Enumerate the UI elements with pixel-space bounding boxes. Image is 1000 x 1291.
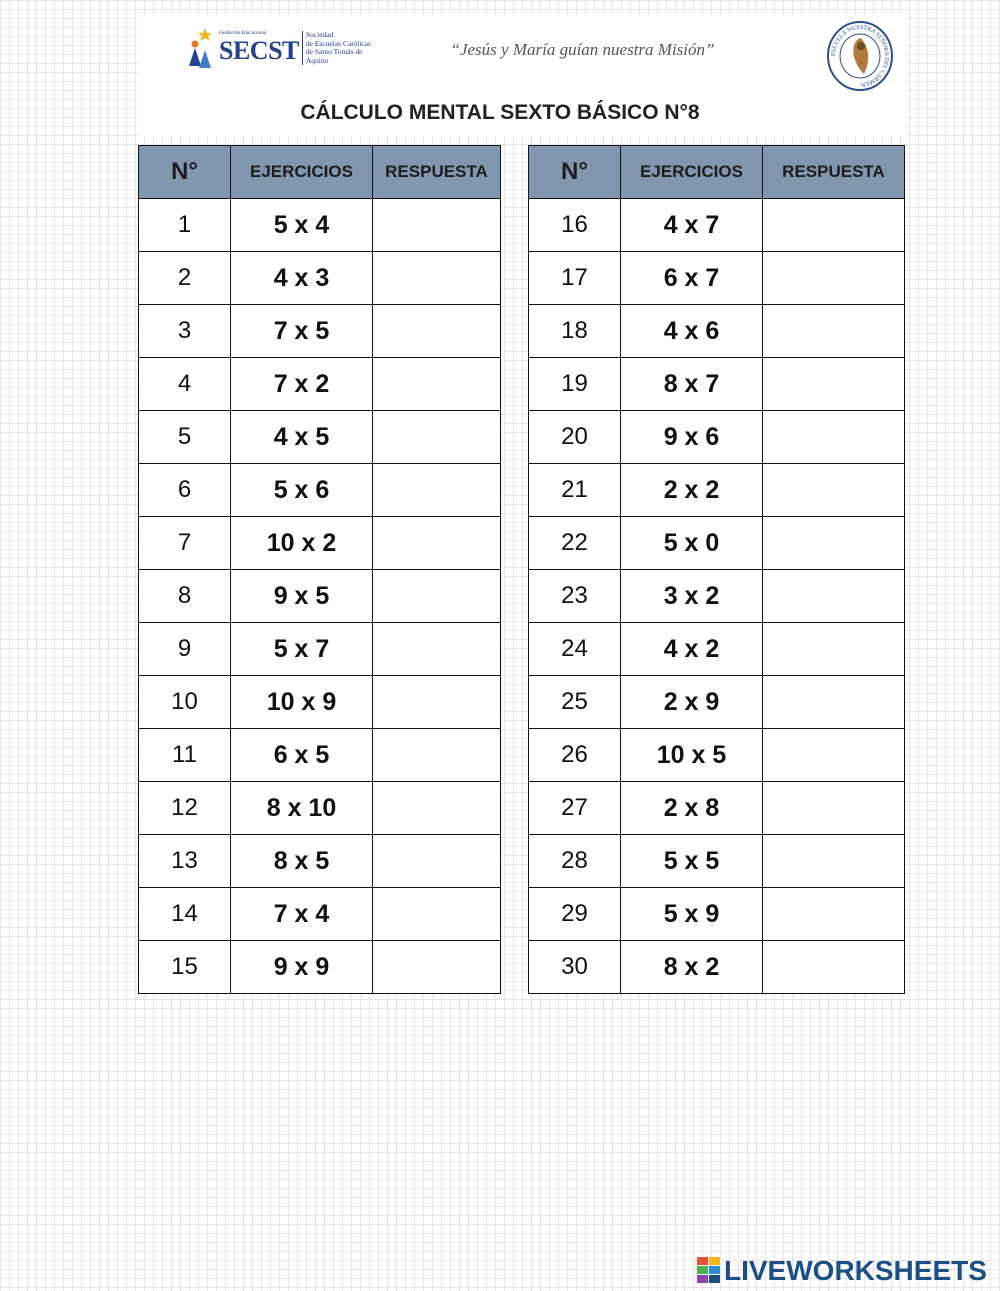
answer-input[interactable] <box>373 358 501 411</box>
answer-input[interactable] <box>763 517 905 570</box>
column-header-number: N° <box>139 146 231 199</box>
exercise-expression: 2 x 2 <box>621 464 763 517</box>
exercise-number: 6 <box>139 464 231 517</box>
table-row <box>529 517 905 570</box>
exercise-expression: 8 x 10 <box>231 782 373 835</box>
school-motto: “Jesús y María guían nuestra Misión” <box>450 40 715 59</box>
exercise-number: 8 <box>139 570 231 623</box>
table-row <box>139 199 501 252</box>
column-header-number: N° <box>529 146 621 199</box>
answer-input[interactable] <box>763 729 905 782</box>
exercise-number: 29 <box>529 888 621 941</box>
liveworksheets-logo-icon <box>697 1257 721 1285</box>
exercise-number: 27 <box>529 782 621 835</box>
exercise-expression: 2 x 8 <box>621 782 763 835</box>
logo-subtitle <box>302 31 385 65</box>
answer-input[interactable] <box>763 411 905 464</box>
table-row <box>529 252 905 305</box>
exercise-number: 13 <box>139 835 231 888</box>
exercise-expression: 7 x 2 <box>231 358 373 411</box>
exercise-expression: 8 x 5 <box>231 835 373 888</box>
table-row <box>139 835 501 888</box>
answer-input[interactable] <box>373 411 501 464</box>
table-row <box>529 941 905 994</box>
exercise-table-left <box>138 145 501 994</box>
answer-input[interactable] <box>373 676 501 729</box>
answer-input[interactable] <box>763 252 905 305</box>
column-header-exercises: EJERCICIOS <box>621 146 763 199</box>
exercise-expression: 10 x 2 <box>231 517 373 570</box>
answer-input[interactable] <box>373 199 501 252</box>
exercise-expression: 10 x 5 <box>621 729 763 782</box>
exercise-expression: 5 x 6 <box>231 464 373 517</box>
exercise-expression: 10 x 9 <box>231 676 373 729</box>
exercise-expression: 4 x 7 <box>621 199 763 252</box>
table-row <box>529 782 905 835</box>
exercise-number: 3 <box>139 305 231 358</box>
answer-input[interactable] <box>373 729 501 782</box>
exercise-expression: 5 x 4 <box>231 199 373 252</box>
exercise-number: 18 <box>529 305 621 358</box>
answer-input[interactable] <box>763 782 905 835</box>
table-body-left <box>139 199 501 994</box>
table-row <box>139 623 501 676</box>
table-header-row <box>529 146 905 199</box>
logo-name: SECST <box>219 35 299 65</box>
exercise-expression: 4 x 2 <box>621 623 763 676</box>
answer-input[interactable] <box>373 782 501 835</box>
table-row <box>529 676 905 729</box>
exercise-number: 22 <box>529 517 621 570</box>
school-seal-icon <box>826 20 894 92</box>
table-row <box>139 252 501 305</box>
exercise-number: 16 <box>529 199 621 252</box>
table-row <box>529 729 905 782</box>
exercise-number: 25 <box>529 676 621 729</box>
table-row <box>529 570 905 623</box>
table-row <box>529 464 905 517</box>
exercise-number: 10 <box>139 676 231 729</box>
answer-input[interactable] <box>373 252 501 305</box>
answer-input[interactable] <box>763 676 905 729</box>
answer-input[interactable] <box>763 623 905 676</box>
exercise-number: 26 <box>529 729 621 782</box>
exercise-number: 11 <box>139 729 231 782</box>
table-row <box>529 888 905 941</box>
exercise-number: 7 <box>139 517 231 570</box>
table-header-row <box>139 146 501 199</box>
logo-tagline: Fundación Educacional <box>219 30 267 36</box>
answer-input[interactable] <box>373 623 501 676</box>
seal-text: ESCUELA NUESTRA SEÑORA DEL CARMEN <box>830 24 890 88</box>
exercise-expression: 9 x 9 <box>231 941 373 994</box>
exercise-table-right <box>528 145 905 994</box>
table-row <box>139 517 501 570</box>
exercise-number: 9 <box>139 623 231 676</box>
exercise-expression: 7 x 5 <box>231 305 373 358</box>
exercise-expression: 3 x 2 <box>621 570 763 623</box>
exercise-number: 17 <box>529 252 621 305</box>
answer-input[interactable] <box>373 941 501 994</box>
logo-subtitle-line: de Santo Tomás de Aquino <box>305 47 363 65</box>
exercise-expression: 5 x 7 <box>231 623 373 676</box>
exercise-expression: 4 x 3 <box>231 252 373 305</box>
exercise-expression: 8 x 2 <box>621 941 763 994</box>
exercise-expression: 5 x 0 <box>621 517 763 570</box>
exercise-number: 23 <box>529 570 621 623</box>
exercise-expression: 8 x 7 <box>621 358 763 411</box>
table-row <box>139 782 501 835</box>
exercise-expression: 9 x 5 <box>231 570 373 623</box>
answer-input[interactable] <box>763 305 905 358</box>
exercise-number: 5 <box>139 411 231 464</box>
exercise-expression: 4 x 6 <box>621 305 763 358</box>
answer-input[interactable] <box>763 570 905 623</box>
table-row <box>529 411 905 464</box>
exercise-number: 14 <box>139 888 231 941</box>
logo-subtitle-line: Sociedad <box>305 30 334 39</box>
table-row <box>529 623 905 676</box>
exercise-expression: 7 x 4 <box>231 888 373 941</box>
liveworksheets-brand <box>697 1255 987 1287</box>
answer-input[interactable] <box>373 517 501 570</box>
table-row <box>139 676 501 729</box>
exercise-number: 2 <box>139 252 231 305</box>
table-row <box>139 729 501 782</box>
answer-input[interactable] <box>373 835 501 888</box>
table-row <box>139 358 501 411</box>
liveworksheets-wordmark: LIVEWORKSHEETS <box>724 1255 987 1286</box>
exercise-expression: 5 x 9 <box>621 888 763 941</box>
table-row <box>139 888 501 941</box>
column-header-exercises: EJERCICIOS <box>231 146 373 199</box>
exercise-expression: 5 x 5 <box>621 835 763 888</box>
logo-subtitle-line: de Escuelas Católicas <box>305 38 371 48</box>
column-header-answer: RESPUESTA <box>763 146 905 199</box>
answer-input[interactable] <box>763 888 905 941</box>
exercise-number: 21 <box>529 464 621 517</box>
table-row <box>529 358 905 411</box>
answer-input[interactable] <box>373 570 501 623</box>
table-row <box>139 570 501 623</box>
exercise-number: 19 <box>529 358 621 411</box>
exercise-expression: 4 x 5 <box>231 411 373 464</box>
exercise-expression: 6 x 5 <box>231 729 373 782</box>
table-row <box>529 305 905 358</box>
exercise-number: 12 <box>139 782 231 835</box>
table-row <box>139 464 501 517</box>
column-header-answer: RESPUESTA <box>373 146 501 199</box>
table-row <box>529 835 905 888</box>
exercise-expression: 6 x 7 <box>621 252 763 305</box>
exercise-number: 28 <box>529 835 621 888</box>
exercise-number: 30 <box>529 941 621 994</box>
table-row <box>139 941 501 994</box>
answer-input[interactable] <box>373 305 501 358</box>
answer-input[interactable] <box>763 941 905 994</box>
exercise-expression: 9 x 6 <box>621 411 763 464</box>
exercise-number: 24 <box>529 623 621 676</box>
answer-input[interactable] <box>373 464 501 517</box>
answer-input[interactable] <box>373 888 501 941</box>
answer-input[interactable] <box>763 358 905 411</box>
answer-input[interactable] <box>763 464 905 517</box>
answer-input[interactable] <box>763 199 905 252</box>
answer-input[interactable] <box>763 835 905 888</box>
exercise-expression: 2 x 9 <box>621 676 763 729</box>
secst-star-icon <box>185 26 215 70</box>
exercise-number: 20 <box>529 411 621 464</box>
exercise-number: 15 <box>139 941 231 994</box>
page-title: CÁLCULO MENTAL SEXTO BÁSICO N°8 <box>300 101 700 124</box>
table-row <box>529 199 905 252</box>
exercise-number: 4 <box>139 358 231 411</box>
school-logo <box>185 22 385 74</box>
table-body-right <box>529 199 905 994</box>
table-row <box>139 411 501 464</box>
exercise-number: 1 <box>139 199 231 252</box>
table-row <box>139 305 501 358</box>
